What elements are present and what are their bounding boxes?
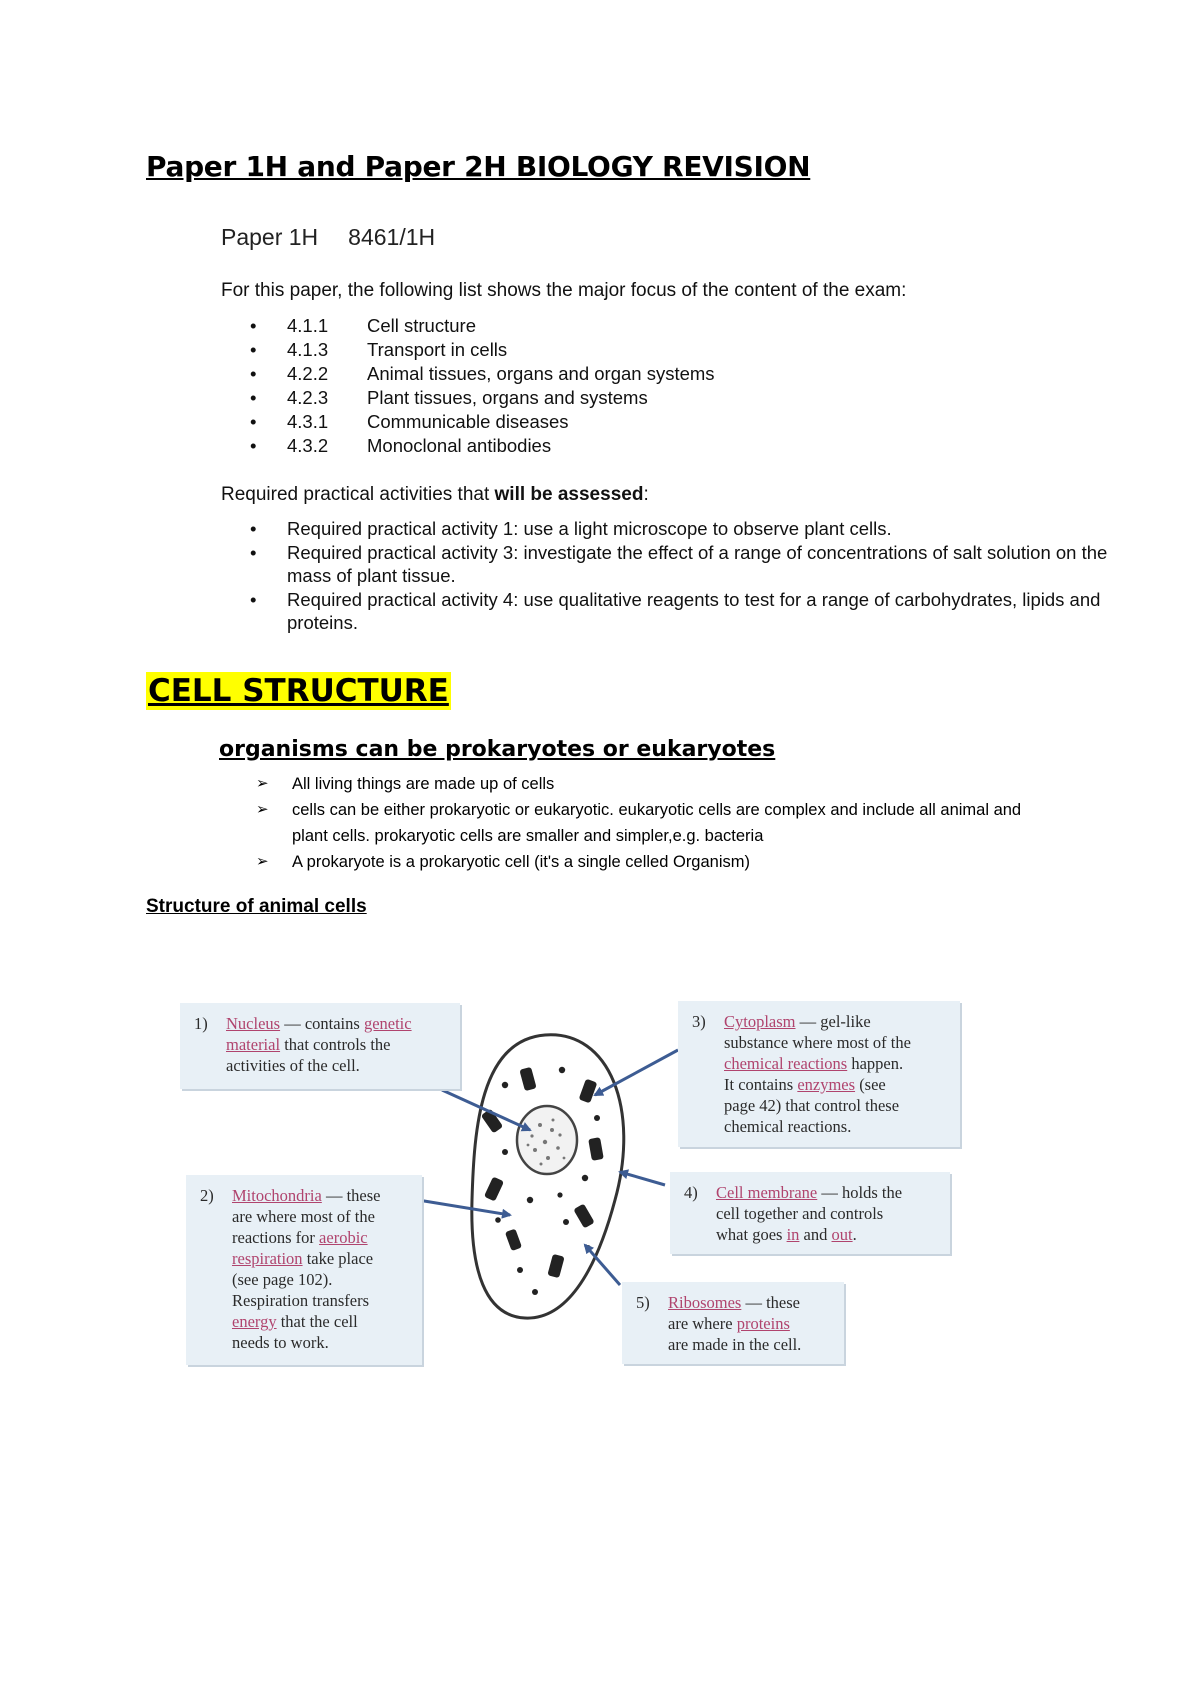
keyword: Ribosomes (668, 1293, 742, 1312)
document-title: Paper 1H and Paper 2H BIOLOGY REVISION (146, 150, 811, 183)
topic-label: Transport in cells (367, 339, 508, 360)
topic-item (250, 338, 810, 362)
point-text: A prokaryote is a prokaryotic cell (it's a single celled Organism) (292, 853, 750, 871)
nucleus-shape (517, 1106, 577, 1174)
bullet-icon: • (250, 541, 257, 563)
keyword: proteins (736, 1314, 790, 1333)
label-line (716, 1224, 902, 1245)
point-text: All living things are made up of cells (292, 775, 555, 793)
topic-code: 4.3.1 (287, 411, 329, 432)
label-number: 1) (194, 1014, 208, 1033)
keyword: energy (232, 1312, 277, 1331)
label-segment: and (799, 1225, 832, 1244)
label-segment: that the cell (276, 1312, 358, 1331)
bullet-icon: • (250, 518, 257, 539)
keyword: chemical reactions (724, 1054, 848, 1073)
label-line (232, 1248, 380, 1269)
label-text (232, 1185, 380, 1353)
label-segment: are made in the cell. (668, 1335, 802, 1354)
mitochondria-shapes (481, 1067, 604, 1278)
label-line (232, 1185, 380, 1206)
label-segment: (see page 102). (232, 1270, 333, 1289)
label-line (232, 1269, 380, 1290)
keyword: Mitochondria (232, 1186, 322, 1205)
bullet-icon: • (250, 411, 257, 432)
label-segment: are where (668, 1314, 737, 1333)
label-line (232, 1290, 380, 1311)
keyword: Cytoplasm (724, 1012, 796, 1031)
label-segment: It contains (724, 1075, 798, 1094)
label-number: 4) (684, 1183, 698, 1202)
label-line (232, 1206, 380, 1227)
practicals-intro (221, 484, 649, 506)
topic-code: 4.1.1 (287, 315, 329, 336)
topic-code: 4.2.2 (287, 363, 329, 384)
label-segment: needs to work. (232, 1333, 329, 1352)
label-segment: take place (302, 1249, 374, 1268)
label-text (226, 1013, 412, 1076)
point-text: cells can be either prokaryotic or eukaryotic. eukaryotic cells are complex and include all animal and plant cells. prokaryotic cells are smaller and simpler,e.g. bacteria (292, 801, 1022, 845)
label-segment: Respiration transfers (232, 1291, 370, 1310)
practical-text: Required practical activity 4: use qualitative reagents to test for a range of carbohydrates, lipids and proteins. (287, 588, 1101, 633)
practical-text: Required practical activity 1: use a light microscope to observe plant cells. (287, 518, 892, 539)
keyword: in (786, 1225, 800, 1244)
label-line (668, 1292, 801, 1313)
keyword: aerobic (319, 1228, 368, 1247)
label-cell-membrane (670, 1172, 950, 1254)
practicals-intro-text: Required practical activities that (221, 484, 495, 505)
label-line (226, 1013, 412, 1034)
practicals-intro-emphasis: will be assessed (494, 484, 644, 505)
bullet-icon: • (250, 315, 257, 336)
label-segment: substance where most of the (724, 1033, 911, 1052)
label-line (716, 1182, 902, 1203)
arrow-bullet-icon: ➢ (256, 853, 269, 870)
topic-code: 4.1.3 (287, 339, 329, 360)
cell-outline (472, 1035, 624, 1318)
label-segment: what goes (716, 1225, 787, 1244)
animal-cells-heading: Structure of animal cells (146, 896, 367, 917)
paper-name: Paper 1H (221, 224, 319, 250)
label-mitochondria (186, 1175, 422, 1365)
topic-item (250, 386, 810, 410)
label-number: 2) (200, 1186, 214, 1205)
topic-label: Plant tissues, organs and systems (367, 387, 648, 408)
label-segment: . (852, 1225, 857, 1244)
topic-list (250, 314, 810, 458)
bullet-icon: • (250, 435, 257, 456)
key-points-list (256, 771, 1056, 875)
label-segment: reactions for (232, 1228, 320, 1247)
arrow-bullet-icon: ➢ (256, 775, 269, 792)
label-segment: — holds the (817, 1183, 903, 1202)
label-segment: are where most of the (232, 1207, 375, 1226)
practical-item (250, 541, 1110, 588)
label-cytoplasm (678, 1001, 960, 1147)
label-line (226, 1055, 412, 1076)
label-segment: (see (855, 1075, 886, 1094)
label-segment: — these (741, 1293, 800, 1312)
topic-code: 4.3.2 (287, 435, 329, 456)
arrow-bullet-icon: ➢ (256, 801, 269, 818)
keyword: genetic (363, 1014, 412, 1033)
paper-heading (221, 224, 435, 251)
label-text (668, 1292, 801, 1355)
keyword: enzymes (797, 1075, 856, 1094)
bullet-icon: • (250, 339, 257, 360)
label-line (232, 1311, 380, 1332)
keyword: out (831, 1225, 853, 1244)
label-number: 5) (636, 1293, 650, 1312)
topic-label: Cell structure (367, 315, 476, 336)
label-number: 3) (692, 1012, 706, 1031)
list-item (256, 797, 1056, 849)
ribosome-dots (495, 1067, 600, 1295)
label-segment: happen. (847, 1054, 904, 1073)
topic-item (250, 314, 810, 338)
practicals-intro-colon: : (643, 484, 649, 505)
paper-intro: For this paper, the following list shows the major focus of the content of the exam: (221, 280, 907, 301)
label-segment: — these (321, 1186, 381, 1205)
bullet-icon: • (250, 363, 257, 384)
label-segment: — contains (280, 1014, 364, 1033)
practical-text: Required practical activity 3: investigate the effect of a range of concentrations of salt solution on the mass of plant tissue. (287, 541, 1108, 586)
label-segment: cell together and controls (716, 1204, 884, 1223)
topic-item (250, 410, 810, 434)
label-line (226, 1034, 412, 1055)
label-line (724, 1011, 911, 1032)
topic-code: 4.2.3 (287, 387, 329, 408)
label-nucleus (180, 1003, 460, 1089)
label-line (724, 1032, 911, 1053)
pointer-arrows (418, 1050, 678, 1285)
label-segment: that controls the (280, 1035, 391, 1054)
keyword: respiration (232, 1249, 303, 1268)
label-ribosomes (622, 1282, 844, 1364)
label-text (716, 1182, 902, 1245)
label-line (724, 1053, 911, 1074)
keyword: Cell membrane (716, 1183, 818, 1202)
section-heading: CELL STRUCTURE (148, 673, 449, 709)
label-line (668, 1313, 801, 1334)
label-line (724, 1095, 911, 1116)
label-segment: activities of the cell. (226, 1056, 360, 1075)
label-segment: page 42) that control these (724, 1096, 900, 1115)
nucleus-texture (527, 1119, 566, 1166)
paper-code: 8461/1H (348, 224, 436, 250)
bullet-icon: • (250, 588, 257, 610)
label-line (232, 1332, 380, 1353)
topic-item (250, 434, 810, 458)
label-line (232, 1227, 380, 1248)
topic-item (250, 362, 810, 386)
topic-label: Communicable diseases (367, 411, 569, 432)
label-line (724, 1074, 911, 1095)
label-line (716, 1203, 902, 1224)
label-line (724, 1116, 911, 1137)
topic-label: Monoclonal antibodies (367, 435, 552, 456)
practical-item (250, 517, 1110, 541)
label-text (724, 1011, 911, 1137)
label-segment: chemical reactions. (724, 1117, 852, 1136)
practical-item (250, 588, 1110, 635)
list-item (256, 771, 1056, 797)
bullet-icon: • (250, 387, 257, 408)
topic-label: Animal tissues, organs and organ systems (367, 363, 715, 384)
keyword: Nucleus (226, 1014, 281, 1033)
label-segment: — gel-like (795, 1012, 871, 1031)
list-item (256, 849, 1056, 875)
practicals-list (250, 517, 1110, 635)
keyword: material (226, 1035, 281, 1054)
subheading: organisms can be prokaryotes or eukaryotes (219, 737, 776, 762)
label-line (668, 1334, 801, 1355)
